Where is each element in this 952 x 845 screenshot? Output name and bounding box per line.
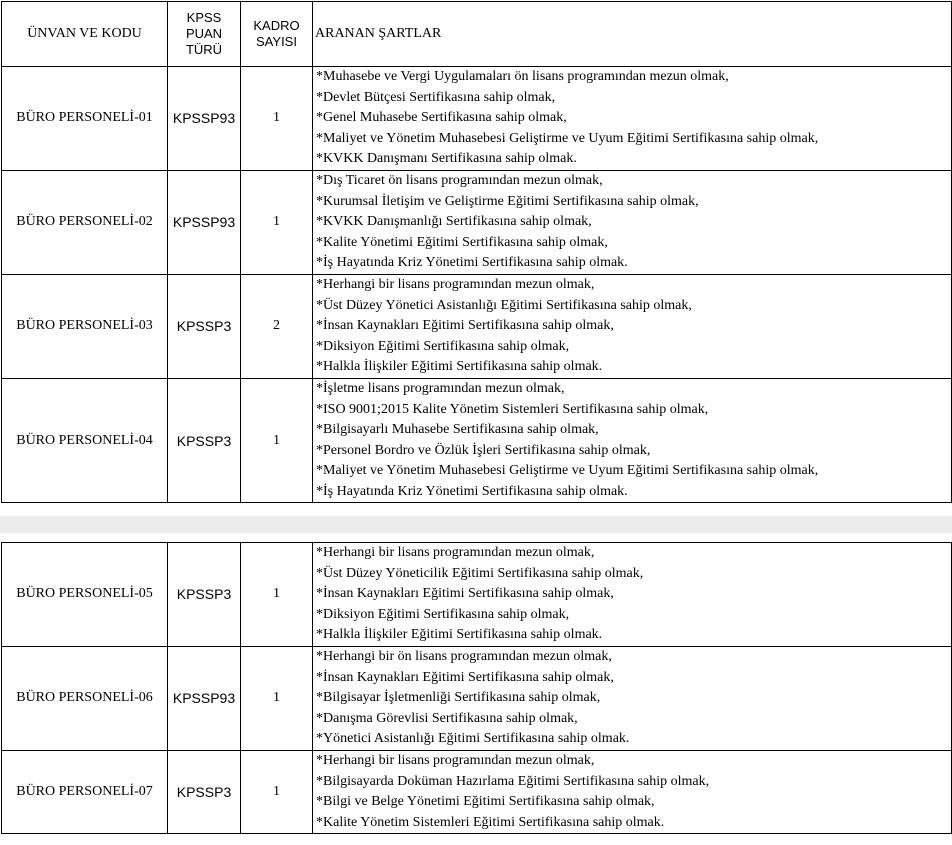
table-row bbox=[2, 750, 952, 833]
position-count: 2 bbox=[241, 274, 313, 378]
requirement-item: *Bilgisayarlı Muhasebe Sertifikasına sahip olmak, bbox=[316, 422, 599, 438]
requirement-item: *İnsan Kaynakları Eğitimi Sertifikasına sahip olmak, bbox=[316, 318, 614, 334]
requirement-item: *KVKK Danışmanlığı Sertifikasına sahip olmak, bbox=[316, 214, 592, 230]
table-row bbox=[2, 170, 952, 274]
requirement-item: *Herhangi bir lisans programından mezun olmak, bbox=[316, 545, 595, 560]
requirements-cell bbox=[313, 750, 952, 833]
kpss-score-type: KPSSP3 bbox=[168, 750, 241, 833]
position-title: BÜRO PERSONELİ-07 bbox=[2, 750, 168, 833]
header-kadro: KADRO SAYISI bbox=[241, 2, 313, 67]
position-title: BÜRO PERSONELİ-03 bbox=[2, 274, 168, 378]
requirement-item: *Kalite Yönetim Sistemleri Eğitimi Sertifikasına sahip olmak. bbox=[316, 814, 665, 830]
requirement-item: *Yönetici Asistanlığı Eğitimi Sertifikasına sahip olmak. bbox=[316, 731, 630, 747]
requirements-cell bbox=[313, 274, 952, 378]
requirement-item: *Maliyet ve Yönetim Muhasebesi Geliştirme ve Uyum Eğitimi Sertifikasına sahip olmak, bbox=[316, 463, 819, 479]
requirement-item: *Bilgisayar İşletmenliği Sertifikasına sahip olmak, bbox=[316, 690, 601, 706]
requirement-item: *İşletme lisans programından mezun olmak, bbox=[316, 380, 565, 396]
requirement-item: *Herhangi bir lisans programından mezun olmak, bbox=[316, 276, 595, 292]
table-row bbox=[2, 378, 952, 503]
header-sartlar: ARANAN ŞARTLAR bbox=[313, 2, 952, 67]
kpss-score-type: KPSSP93 bbox=[168, 170, 241, 274]
position-title: BÜRO PERSONELİ-05 bbox=[2, 543, 168, 647]
page-gap bbox=[0, 516, 952, 533]
header-unvan: ÜNVAN VE KODU bbox=[2, 2, 168, 67]
requirement-item: *Danışma Görevlisi Sertifikasına sahip olmak, bbox=[316, 710, 578, 726]
requirement-item: *Devlet Bütçesi Sertifikasına sahip olmak, bbox=[316, 89, 556, 105]
requirement-item: *İş Hayatında Kriz Yönetimi Sertifikasına sahip olmak. bbox=[316, 483, 628, 499]
requirement-item: *Kurumsal İletişim ve Geliştirme Eğitimi Sertifikasına sahip olmak, bbox=[316, 193, 699, 209]
table-row bbox=[2, 274, 952, 378]
requirement-item: *Dış Ticaret ön lisans programından mezun olmak, bbox=[316, 172, 603, 188]
requirement-item: *ISO 9001;2015 Kalite Yönetim Sistemleri Sertifikasına sahip olmak, bbox=[316, 401, 709, 417]
requirement-item: *Üst Düzey Yönetici Asistanlığı Eğitimi Sertifikasına sahip olmak, bbox=[316, 297, 692, 313]
position-count: 1 bbox=[241, 543, 313, 647]
table-row bbox=[2, 646, 952, 750]
requirement-item: *İş Hayatında Kriz Yönetimi Sertifikasına sahip olmak. bbox=[316, 255, 628, 271]
requirement-item: *Herhangi bir ön lisans programından mezun olmak, bbox=[316, 648, 612, 664]
requirement-item: *Genel Muhasebe Sertifikasına sahip olmak, bbox=[316, 110, 567, 126]
requirements-cell bbox=[313, 378, 952, 503]
requirements-cell bbox=[313, 646, 952, 750]
position-count: 1 bbox=[241, 378, 313, 503]
positions-table-bottom bbox=[1, 542, 952, 834]
requirement-item: *İnsan Kaynakları Eğitimi Sertifikasına sahip olmak, bbox=[316, 669, 614, 685]
requirements-cell bbox=[313, 67, 952, 171]
requirement-item: *Diksiyon Eğitimi Sertifikasına sahip olmak, bbox=[316, 338, 570, 354]
requirement-item: *KVKK Danışmanı Sertifikasına sahip olmak. bbox=[316, 151, 577, 167]
requirement-item: *Bilgi ve Belge Yönetimi Eğitimi Sertifikasına sahip olmak, bbox=[316, 794, 655, 810]
kpss-score-type: KPSSP3 bbox=[168, 543, 241, 647]
requirement-item: *Herhangi bir lisans programından mezun olmak, bbox=[316, 752, 595, 768]
requirement-item: *Halkla İlişkiler Eğitimi Sertifikasına sahip olmak. bbox=[316, 359, 603, 375]
position-count: 1 bbox=[241, 67, 313, 171]
requirement-item: *Diksiyon Eğitimi Sertifikasına sahip olmak, bbox=[316, 606, 570, 622]
positions-table-top bbox=[1, 1, 952, 503]
kpss-score-type: KPSSP93 bbox=[168, 646, 241, 750]
position-title: BÜRO PERSONELİ-06 bbox=[2, 646, 168, 750]
position-title: BÜRO PERSONELİ-04 bbox=[2, 378, 168, 503]
position-count: 1 bbox=[241, 646, 313, 750]
requirement-item: *Muhasebe ve Vergi Uygulamaları ön lisans programından mezun olmak, bbox=[316, 69, 729, 84]
requirement-item: *Üst Düzey Yöneticilik Eğitimi Sertifikasına sahip olmak, bbox=[316, 565, 644, 581]
table-header-row bbox=[2, 2, 952, 67]
header-kpss: KPSS PUAN TÜRÜ bbox=[168, 2, 241, 67]
table-row bbox=[2, 543, 952, 647]
requirement-item: *İnsan Kaynakları Eğitimi Sertifikasına sahip olmak, bbox=[316, 586, 614, 602]
requirement-item: *Maliyet ve Yönetim Muhasebesi Geliştirme ve Uyum Eğitimi Sertifikasına sahip olmak, bbox=[316, 130, 819, 146]
requirement-item: *Personel Bordro ve Özlük İşleri Sertifikasına sahip olmak, bbox=[316, 442, 651, 458]
kpss-score-type: KPSSP3 bbox=[168, 274, 241, 378]
kpss-score-type: KPSSP93 bbox=[168, 67, 241, 171]
requirement-item: *Halkla İlişkiler Eğitimi Sertifikasına sahip olmak. bbox=[316, 627, 603, 643]
table-row bbox=[2, 67, 952, 171]
requirements-cell bbox=[313, 170, 952, 274]
position-count: 1 bbox=[241, 750, 313, 833]
position-title: BÜRO PERSONELİ-01 bbox=[2, 67, 168, 171]
requirement-item: *Bilgisayarda Doküman Hazırlama Eğitimi Sertifikasına sahip olmak, bbox=[316, 773, 710, 789]
kpss-score-type: KPSSP3 bbox=[168, 378, 241, 503]
requirements-cell bbox=[313, 543, 952, 647]
position-title: BÜRO PERSONELİ-02 bbox=[2, 170, 168, 274]
requirement-item: *Kalite Yönetimi Eğitimi Sertifikasına sahip olmak, bbox=[316, 234, 608, 250]
position-count: 1 bbox=[241, 170, 313, 274]
